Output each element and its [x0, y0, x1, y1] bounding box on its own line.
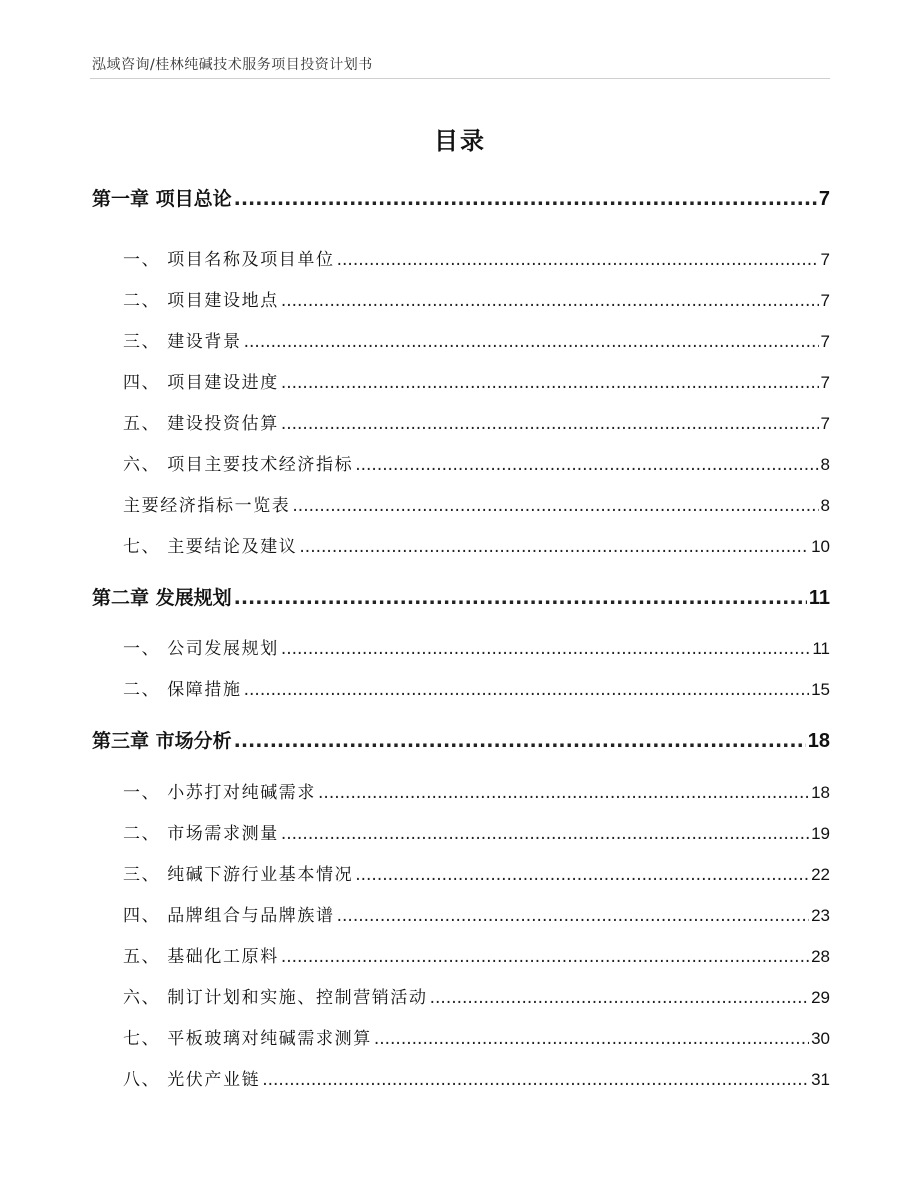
toc-entry-label: 四、 项目建设进度: [123, 373, 279, 393]
toc-section-item[interactable]: [123, 368, 830, 394]
toc-entry-label: 六、 制订计划和实施、控制营销活动: [123, 988, 428, 1008]
toc-entry-label: 一、 项目名称及项目单位: [123, 250, 335, 270]
toc-entry-label: 二、 市场需求测量: [123, 824, 279, 844]
toc-section-item[interactable]: [123, 1024, 830, 1050]
toc-entry-label: 五、 基础化工原料: [123, 947, 279, 967]
toc-chapter-3[interactable]: [92, 726, 830, 754]
toc-entry-label: 一、 公司发展规划: [123, 639, 279, 659]
toc-dot-leader: [318, 783, 809, 803]
toc-page-number: 22: [811, 865, 830, 884]
toc-dot-leader: [355, 455, 818, 475]
toc-dot-leader: [281, 947, 809, 967]
toc-section-item[interactable]: [123, 942, 830, 968]
toc-entry-label: 第三章 市场分析: [92, 730, 232, 752]
toc-section-item[interactable]: [123, 327, 830, 353]
toc-dot-leader: [234, 587, 807, 609]
toc-entry-label: 七、 平板玻璃对纯碱需求测算: [123, 1029, 372, 1049]
toc-entry-label: 五、 建设投资估算: [123, 414, 279, 434]
toc-dot-leader: [281, 639, 811, 659]
toc-page-number: 28: [811, 947, 830, 966]
toc-entry-label: 七、 主要结论及建议: [123, 537, 298, 557]
toc-page-number: 8: [820, 496, 830, 515]
toc-section-item[interactable]: [123, 901, 830, 927]
toc-page-number: 8: [820, 455, 830, 474]
toc-entry-label: 六、 项目主要技术经济指标: [123, 455, 354, 475]
toc-section-item[interactable]: [123, 983, 830, 1009]
toc-dot-leader: [262, 1070, 809, 1090]
toc-section-item[interactable]: [123, 409, 830, 435]
toc-section-item[interactable]: [123, 860, 830, 886]
toc-chapter-1[interactable]: [92, 184, 830, 212]
toc-section-item[interactable]: [123, 819, 830, 845]
toc-page-number: 15: [811, 680, 830, 699]
toc-dot-leader: [244, 332, 819, 352]
toc-page-number: 31: [811, 1070, 830, 1089]
running-header: 泓域咨询/桂林纯碱技术服务项目投资计划书: [92, 57, 373, 73]
toc-section-item[interactable]: [123, 491, 830, 517]
toc-entry-label: 二、 保障措施: [123, 680, 242, 700]
toc-section-item[interactable]: [123, 286, 830, 312]
toc-dot-leader: [244, 680, 809, 700]
toc-dot-leader: [299, 537, 809, 557]
toc-entry-label: 四、 品牌组合与品牌族谱: [123, 906, 335, 926]
toc-entry-label: 第二章 发展规划: [92, 587, 232, 609]
toc-page-number: 29: [811, 988, 830, 1007]
toc-entry-label: 三、 纯碱下游行业基本情况: [123, 865, 354, 885]
toc-page-number: 18: [811, 783, 830, 802]
toc-page-number: 7: [820, 250, 830, 269]
toc-entry-label: 第一章 项目总论: [92, 188, 232, 210]
toc-dot-leader: [281, 824, 809, 844]
toc-dot-leader: [281, 373, 819, 393]
toc-entry-label: 八、 光伏产业链: [123, 1070, 261, 1090]
toc-page-number: 7: [820, 373, 830, 392]
toc-dot-leader: [234, 188, 817, 210]
toc-page-number: 7: [820, 414, 830, 433]
toc-dot-leader: [281, 414, 819, 434]
toc-section-item[interactable]: [123, 634, 830, 660]
toc-page-number: 11: [812, 639, 830, 658]
toc-dot-leader: [281, 291, 819, 311]
toc-section-item[interactable]: [123, 532, 830, 558]
toc-section-item[interactable]: [123, 450, 830, 476]
toc-page-number: 7: [820, 332, 830, 351]
toc-page-number: 18: [807, 730, 830, 752]
toc-chapter-2[interactable]: [92, 583, 830, 611]
toc-dot-leader: [292, 496, 818, 516]
toc-entry-label: 一、 小苏打对纯碱需求: [123, 783, 317, 803]
toc-section-item[interactable]: [123, 245, 830, 271]
toc-entry-label: 主要经济指标一览表: [123, 496, 291, 516]
toc-page-number: 19: [811, 824, 830, 843]
toc-page-number: 10: [811, 537, 830, 556]
toc-dot-leader: [234, 730, 806, 752]
toc-section-item[interactable]: [123, 675, 830, 701]
toc-page-number: 7: [820, 291, 830, 310]
toc-page-number: 11: [808, 587, 830, 609]
toc-page-number: 7: [818, 188, 830, 210]
toc-dot-leader: [374, 1029, 809, 1049]
toc-entry-label: 三、 建设背景: [123, 332, 242, 352]
toc-section-item[interactable]: [123, 778, 830, 804]
toc-dot-leader: [430, 988, 809, 1008]
toc-dot-leader: [337, 906, 809, 926]
toc-title: 目录: [434, 127, 486, 155]
toc-dot-leader: [355, 865, 809, 885]
toc-section-item[interactable]: [123, 1065, 830, 1091]
header-divider: [90, 78, 830, 79]
toc-page-number: 30: [811, 1029, 830, 1048]
toc-page-number: 23: [811, 906, 830, 925]
toc-entry-label: 二、 项目建设地点: [123, 291, 279, 311]
toc-dot-leader: [337, 250, 819, 270]
